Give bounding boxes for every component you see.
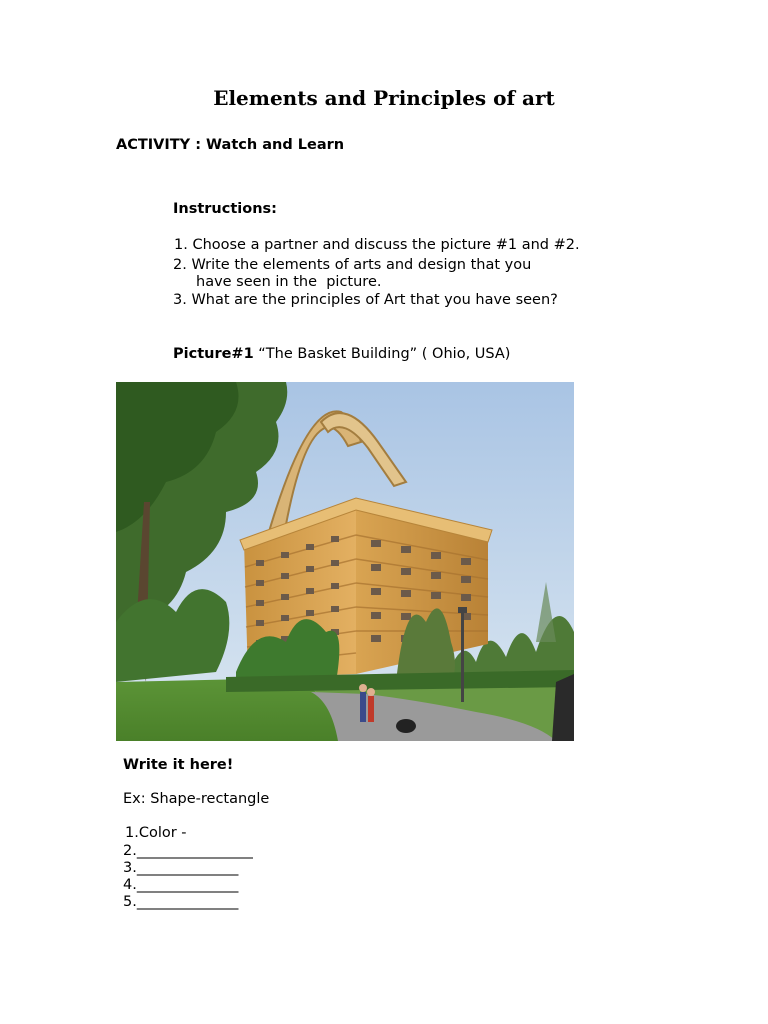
instruction-item-2-continued: have seen in the picture. bbox=[196, 274, 382, 290]
instruction-item-2: 2. Write the elements of arts and design that you bbox=[173, 257, 532, 273]
answer-example: Ex: Shape-rectangle bbox=[123, 791, 270, 807]
answer-line-4: 4.______________ bbox=[123, 877, 239, 893]
activity-heading: ACTIVITY : Watch and Learn bbox=[116, 137, 345, 153]
answer-line-2: 2.________________ bbox=[123, 843, 253, 859]
basket-building-photo bbox=[116, 382, 574, 741]
answer-line-3: 3.______________ bbox=[123, 860, 239, 876]
write-here-heading: Write it here! bbox=[123, 757, 234, 773]
page-title: Elements and Principles of art bbox=[213, 86, 555, 110]
picture-label: Picture#1 bbox=[173, 346, 254, 362]
instruction-item-1: 1. Choose a partner and discuss the picture #1 and #2. bbox=[174, 237, 580, 253]
picture-title: “The Basket Building” ( Ohio, USA) bbox=[253, 346, 511, 362]
instructions-heading: Instructions: bbox=[173, 201, 277, 217]
answer-line-5: 5.______________ bbox=[123, 894, 239, 910]
instruction-item-3: 3. What are the principles of Art that you have seen? bbox=[173, 292, 558, 308]
picture-caption bbox=[173, 346, 510, 362]
answer-line-1: 1.Color - bbox=[125, 825, 187, 841]
